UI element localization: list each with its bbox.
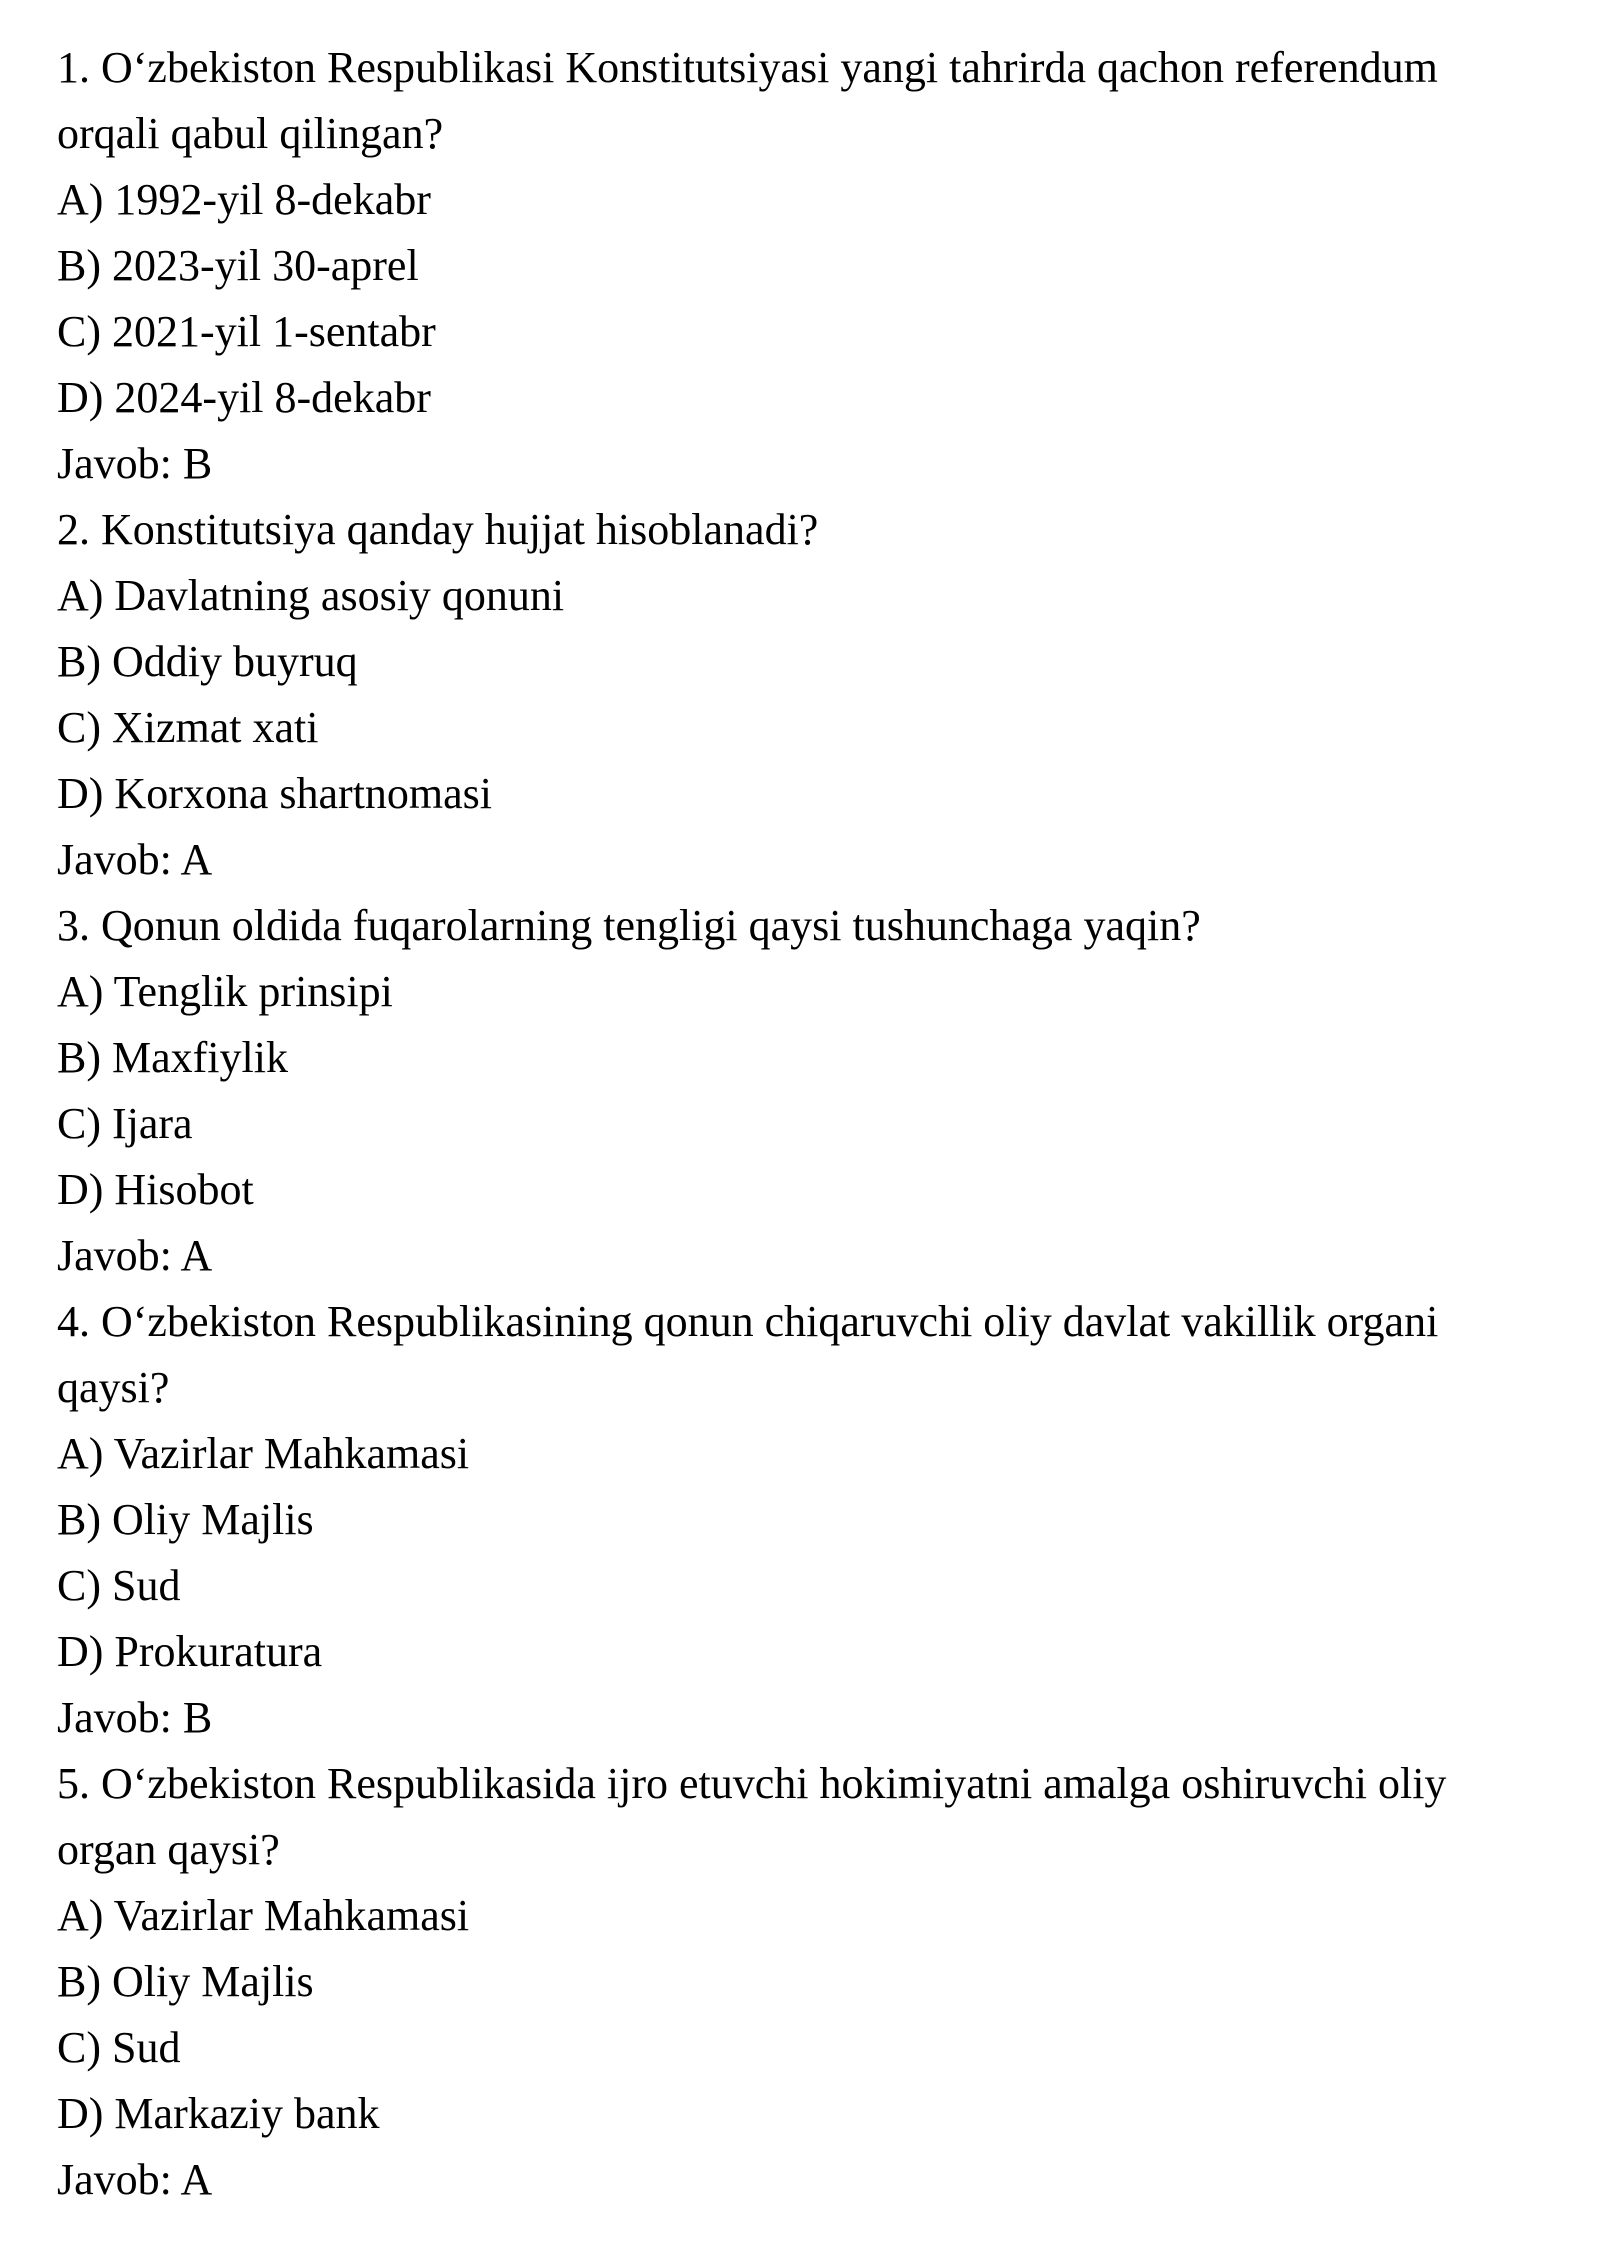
option-a: A) 1992-yil 8-dekabr	[57, 175, 431, 224]
question-2	[57, 497, 1557, 893]
option-a: A) Vazirlar Mahkamasi	[57, 1429, 470, 1478]
question-text-line: 4. O‘zbekiston Respublikasining qonun chiqaruvchi oliy davlat vakillik organi	[57, 1297, 1439, 1346]
answer-line: Javob: B	[57, 439, 213, 488]
option-a: A) Tenglik prinsipi	[57, 967, 393, 1016]
question-1	[57, 35, 1557, 497]
option-c: C) Ijara	[57, 1099, 193, 1148]
answer-line: Javob: A	[57, 2155, 213, 2204]
option-b: B) Maxfiylik	[57, 1033, 288, 1082]
question-text-line: qaysi?	[57, 1363, 170, 1412]
option-a: A) Vazirlar Mahkamasi	[57, 1891, 470, 1940]
option-b: B) Oddiy buyruq	[57, 637, 358, 686]
answer-line: Javob: A	[57, 835, 213, 884]
option-d: D) Markaziy bank	[57, 2089, 380, 2138]
option-d: D) 2024-yil 8-dekabr	[57, 373, 431, 422]
option-d: D) Hisobot	[57, 1165, 254, 1214]
question-text-line: 2. Konstitutsiya qanday hujjat hisoblanadi?	[57, 505, 819, 554]
question-text-line: 5. O‘zbekiston Respublikasida ijro etuvchi hokimiyatni amalga oshiruvchi oliy	[57, 1759, 1447, 1808]
option-c: C) Sud	[57, 1561, 181, 1610]
option-d: D) Prokuratura	[57, 1627, 323, 1676]
question-text-line: 3. Qonun oldida fuqarolarning tengligi qaysi tushunchaga yaqin?	[57, 901, 1201, 950]
document-page	[57, 35, 1557, 2213]
question-text-line: orqali qabul qilingan?	[57, 109, 444, 158]
option-b: B) 2023-yil 30-aprel	[57, 241, 419, 290]
answer-line: Javob: B	[57, 1693, 213, 1742]
question-text-line: organ qaysi?	[57, 1825, 280, 1874]
option-d: D) Korxona shartnomasi	[57, 769, 493, 818]
question-5	[57, 1751, 1557, 2213]
option-b: B) Oliy Majlis	[57, 1957, 314, 2006]
option-b: B) Oliy Majlis	[57, 1495, 314, 1544]
answer-line: Javob: A	[57, 1231, 213, 1280]
question-text-line: 1. O‘zbekiston Respublikasi Konstitutsiyasi yangi tahrirda qachon referendum	[57, 43, 1438, 92]
option-a: A) Davlatning asosiy qonuni	[57, 571, 565, 620]
option-c: C) Sud	[57, 2023, 181, 2072]
question-3	[57, 893, 1557, 1289]
option-c: C) 2021-yil 1-sentabr	[57, 307, 436, 356]
option-c: C) Xizmat xati	[57, 703, 319, 752]
question-4	[57, 1289, 1557, 1751]
